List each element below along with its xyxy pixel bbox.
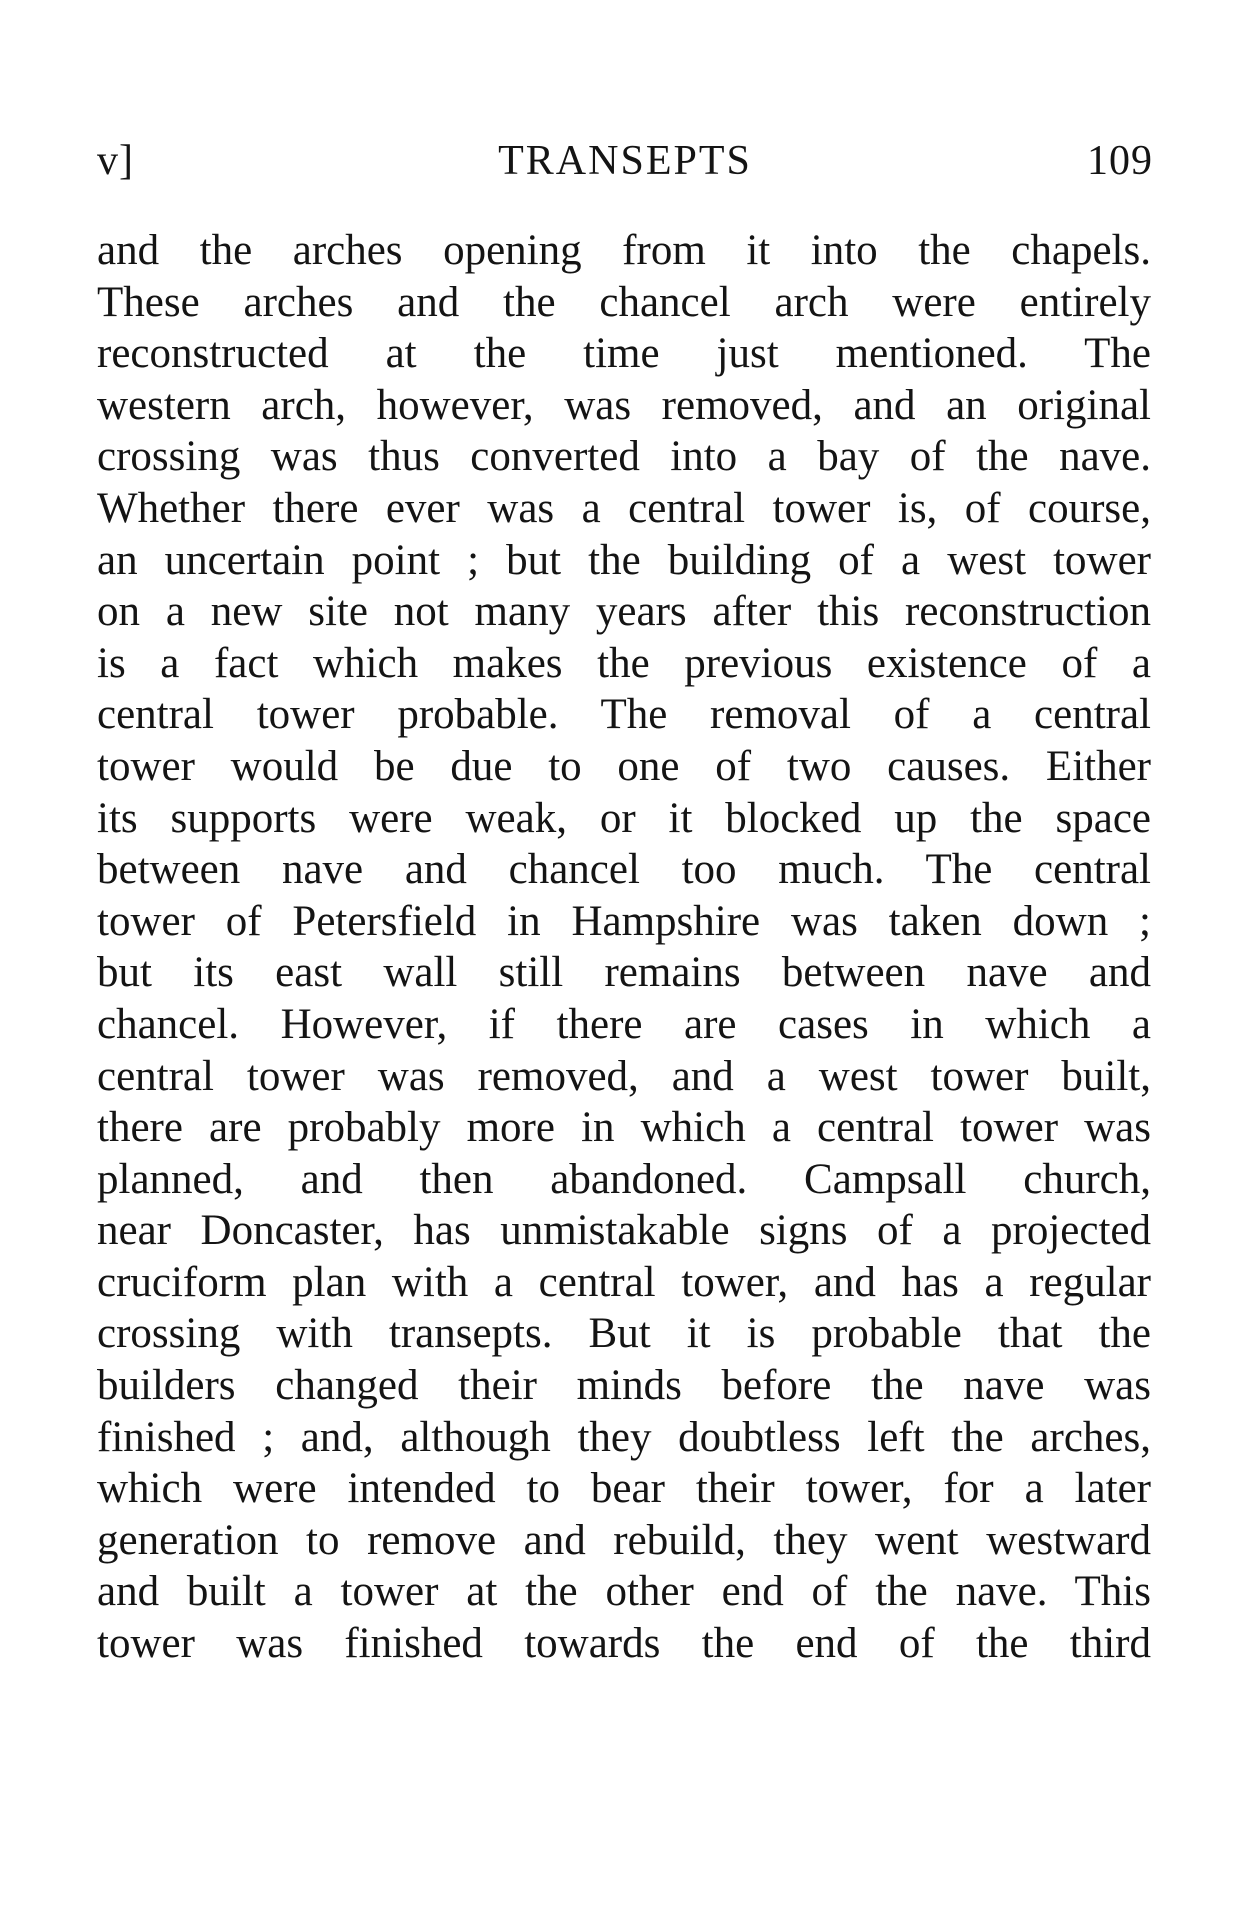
text-line: but its east wall still remains between nave and bbox=[97, 949, 1151, 997]
text-line: central tower was removed, and a west tower built, bbox=[97, 1052, 1151, 1100]
text-line: crossing with transepts. But it is probable that the bbox=[97, 1310, 1151, 1358]
running-head bbox=[97, 133, 1153, 189]
text-line: builders changed their minds before the nave was bbox=[97, 1362, 1151, 1410]
text-line: and the arches opening from it into the chapels. bbox=[97, 227, 1151, 274]
text-line: an uncertain point ; but the building of a west tower bbox=[97, 536, 1151, 584]
text-line: is a fact which makes the previous existence of a bbox=[97, 639, 1151, 687]
body-paragraph bbox=[97, 225, 1151, 1670]
chapter-number: v] bbox=[97, 138, 134, 184]
text-line: on a new site not many years after this reconstruction bbox=[97, 588, 1151, 636]
text-line: reconstructed at the time just mentioned. The bbox=[97, 330, 1151, 378]
text-line: These arches and the chancel arch were entirely bbox=[97, 278, 1151, 326]
text-line: tower of Petersfield in Hampshire was taken down ; bbox=[97, 897, 1151, 945]
text-line: central tower probable. The removal of a central bbox=[97, 691, 1151, 739]
text-line: near Doncaster, has unmistakable signs of a projected bbox=[97, 1207, 1151, 1255]
text-line: finished ; and, although they doubtless left the arches, bbox=[97, 1413, 1151, 1461]
text-line: western arch, however, was removed, and an original bbox=[97, 381, 1151, 429]
text-line: its supports were weak, or it blocked up the space bbox=[97, 794, 1151, 842]
running-title: TRANSEPTS bbox=[498, 138, 752, 184]
text-line: Whether there ever was a central tower is, of course, bbox=[97, 484, 1151, 532]
text-line: cruciform plan with a central tower, and has a regular bbox=[97, 1258, 1151, 1306]
text-line: tower would be due to one of two causes. Either bbox=[97, 742, 1151, 790]
text-line: planned, and then abandoned. Campsall church, bbox=[97, 1155, 1151, 1203]
page-number: 109 bbox=[1087, 138, 1153, 184]
text-line: crossing was thus converted into a bay of the nave. bbox=[97, 433, 1151, 481]
text-line: there are probably more in which a central tower was bbox=[97, 1104, 1151, 1152]
text-line: which were intended to bear their tower, for a later bbox=[97, 1465, 1151, 1513]
text-line: chancel. However, if there are cases in which a bbox=[97, 1000, 1151, 1048]
text-line: tower was finished towards the end of the third bbox=[97, 1620, 1151, 1668]
text-line: between nave and chancel too much. The central bbox=[97, 846, 1151, 894]
text-line: and built a tower at the other end of the nave. This bbox=[97, 1568, 1151, 1616]
text-line: generation to remove and rebuild, they went westward bbox=[97, 1516, 1151, 1564]
